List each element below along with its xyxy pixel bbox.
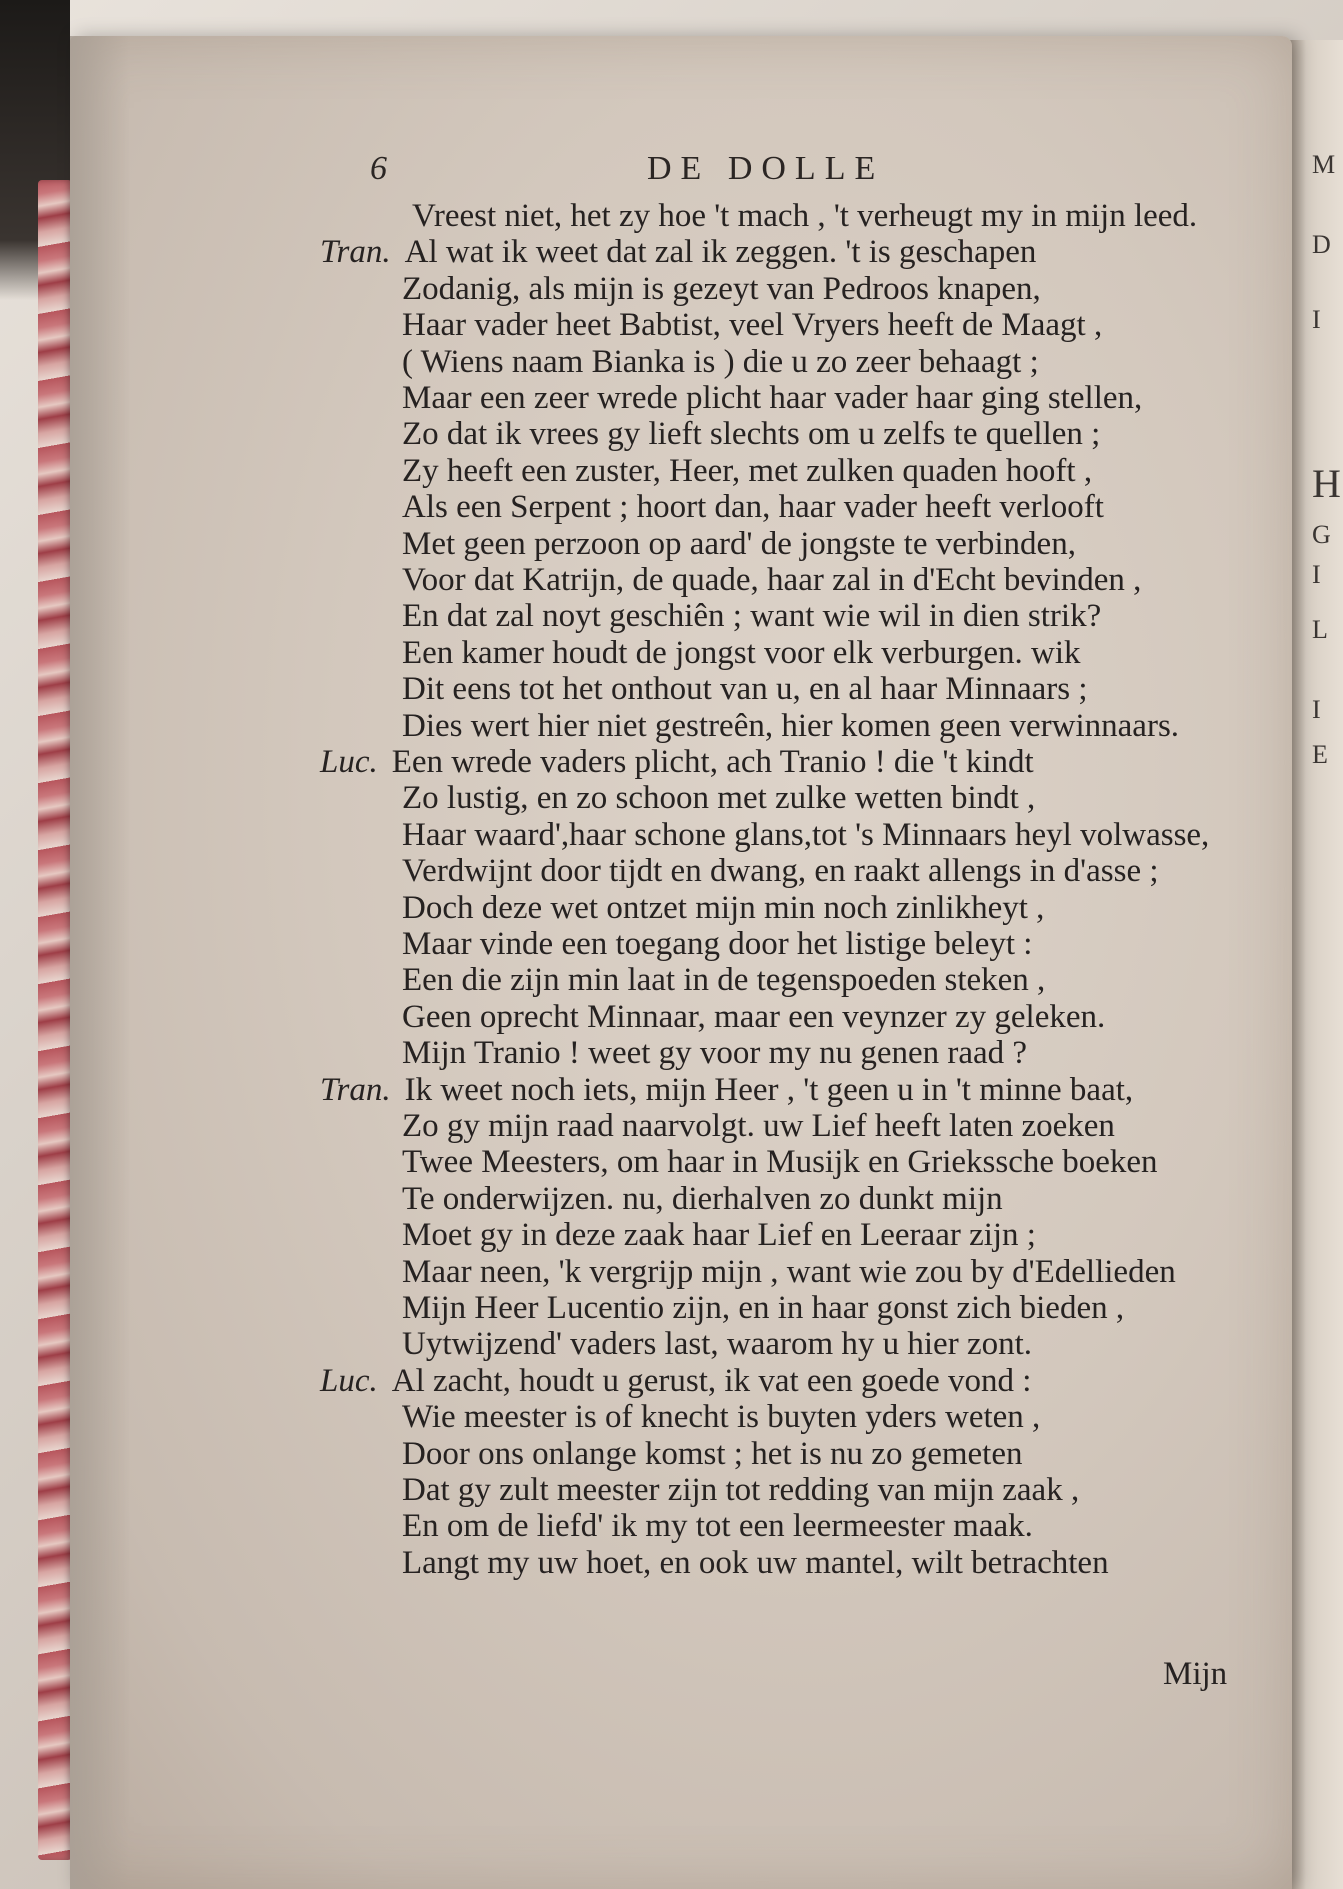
line-text: Haar waard',haar schone glans,tot 's Minnaars heyl volwasse,: [402, 816, 1210, 853]
line-text: Haar vader heet Babtist, veel Vryers heeft de Maagt ,: [402, 307, 1103, 344]
verse-line: [402, 487, 1104, 527]
verse-line: [402, 997, 1105, 1037]
verse-line: [402, 1106, 1115, 1146]
verse-line: [402, 960, 1045, 1000]
line-text: Al wat ik weet dat zal ik zeggen. 't is geschapen: [404, 234, 1037, 271]
line-text: Zo gy mijn raad naarvolgt. uw Lief heeft laten zoeken: [402, 1108, 1115, 1144]
verse-line: [402, 451, 1092, 491]
line-text: Al zacht, houdt u gerust, ik vat een goede vond :: [391, 1362, 1032, 1399]
verse-line: [402, 1324, 1032, 1364]
verse-line: [402, 815, 1209, 855]
verse-line: [320, 1361, 1031, 1401]
adjacent-page-fragment: I: [1312, 560, 1321, 589]
speaker-label: Luc.: [320, 744, 378, 780]
verse-line: [402, 269, 1041, 309]
verse-line: [402, 706, 1179, 746]
line-text: Als een Serpent ; hoort dan, haar vader heeft verlooft: [402, 489, 1104, 526]
line-text: Dit eens tot het onthout van u, en al haar Minnaars ;: [402, 671, 1088, 708]
adjacent-page-fragment: E: [1312, 740, 1328, 769]
verse-line: [412, 196, 1197, 236]
verse-line: [402, 633, 1080, 673]
line-text: Zodanig, als mijn is gezeyt van Pedroos knapen,: [402, 270, 1041, 307]
verse-line: [402, 888, 1044, 928]
line-text: Zy heeft een zuster, Heer, met zulken quaden hooft ,: [402, 452, 1093, 489]
line-text: Langt my uw hoet, en ook uw mantel, wilt betrachten: [402, 1544, 1109, 1581]
adjacent-page-fragment: L: [1312, 615, 1328, 644]
verse-line: [402, 669, 1088, 709]
adjacent-page-fragment: I: [1312, 305, 1321, 334]
line-text: Maar neen, 'k vergrijp mijn , want wie zou by d'Edellieden: [402, 1253, 1176, 1290]
line-text: Vreest niet, het zy hoe 't mach , 't verheugt my in mijn leed.: [412, 198, 1198, 234]
line-text: Maar een zeer wrede plicht haar vader haar ging stellen,: [402, 380, 1143, 416]
line-text: Te onderwijzen. nu, dierhalven zo dunkt mijn: [402, 1180, 1003, 1217]
verse-line: [402, 414, 1100, 454]
verse-line: [402, 342, 1039, 382]
line-text: Mijn Heer Lucentio zijn, en in haar gonst zich bieden ,: [402, 1290, 1125, 1326]
line-text: Moet gy in deze zaak haar Lief en Leeraar zijn ;: [402, 1217, 1036, 1254]
line-text: Mijn Tranio ! weet gy voor my nu genen raad ?: [402, 1035, 1028, 1072]
verse-line: [320, 232, 1036, 272]
line-text: Zo dat ik vrees gy lieft slechts om u zelfs te quellen ;: [402, 416, 1101, 453]
line-text: Wie meester is of knecht is buyten yders weten ,: [402, 1399, 1041, 1436]
adjacent-page-fragment: M: [1312, 150, 1336, 179]
adjacent-page-fragment: H: [1312, 461, 1341, 506]
speaker-label: Tran.: [320, 234, 391, 271]
verse-line: [402, 596, 1101, 636]
line-text: Ik weet noch iets, mijn Heer , 't geen u in 't minne baat,: [404, 1071, 1134, 1108]
line-text: Een wrede vaders plicht, ach Tranio ! die 't kindt: [391, 744, 1034, 780]
verse-line: [402, 924, 1032, 964]
verse-line: [402, 1033, 1027, 1073]
verse-line: [402, 1434, 1022, 1474]
line-text: Een kamer houdt de jongst voor elk verburgen. wik: [402, 634, 1081, 671]
verse-line: [320, 1070, 1133, 1110]
speaker-label: Tran.: [320, 1071, 391, 1108]
line-text: Geen oprecht Minnaar, maar een veynzer zy geleken.: [402, 998, 1106, 1035]
adjacent-page-edge: [1290, 40, 1343, 1889]
line-text: ( Wiens naam Bianka is ) die u zo zeer behaagt ;: [402, 343, 1039, 380]
line-text: En dat zal noyt geschiên ; want wie wil in dien strik?: [402, 598, 1102, 635]
line-text: Dat gy zult meester zijn tot redding van mijn zaak ,: [402, 1472, 1080, 1508]
verse-line: [402, 1252, 1176, 1292]
verse-line: [402, 1543, 1109, 1583]
verse-line: [402, 1215, 1036, 1255]
line-text: Maar vinde een toegang door het listige beleyt :: [402, 926, 1033, 962]
verse-line: [402, 1288, 1124, 1328]
verse-line: [402, 1142, 1158, 1182]
line-text: Uytwijzend' vaders last, waarom hy u hier zont.: [402, 1326, 1033, 1363]
verse-line: [402, 524, 1076, 564]
line-text: Dies wert hier niet gestreên, hier komen geen verwinnaars.: [402, 707, 1180, 744]
verse-line: [402, 778, 1035, 818]
line-text: Door ons onlange komst ; het is nu zo gemeten: [402, 1435, 1023, 1472]
catchword: Mijn: [1163, 1656, 1228, 1692]
line-text: Voor dat Katrijn, de quade, haar zal in d'Echt bevinden ,: [402, 562, 1142, 598]
verse-line: [402, 1506, 1033, 1546]
verse-line: [402, 1179, 1003, 1219]
speaker-label: Luc.: [320, 1362, 378, 1399]
verse-line: [402, 851, 1159, 891]
adjacent-page-fragment: I: [1312, 695, 1321, 724]
line-text: Doch deze wet ontzet mijn min noch zinlikheyt ,: [402, 889, 1045, 926]
line-text: Twee Meesters, om haar in Musijk en Griekssche boeken: [402, 1144, 1158, 1181]
line-text: En om de liefd' ik my tot een leermeester maak.: [402, 1508, 1033, 1545]
verse-line: [402, 305, 1102, 345]
running-title: DE DOLLE: [647, 150, 885, 187]
verse-line: [402, 378, 1142, 418]
verse-line: [402, 1470, 1079, 1510]
verse-line: [320, 742, 1034, 782]
line-text: Met geen perzoon op aard' de jongste te verbinden,: [402, 525, 1076, 562]
verse-line: [402, 1397, 1040, 1437]
line-text: Een die zijn min laat in de tegenspoeden steken ,: [402, 962, 1046, 999]
page-number: 6: [370, 150, 387, 187]
adjacent-page-fragment: G: [1312, 520, 1331, 549]
line-text: Verdwijnt door tijdt en dwang, en raakt allengs in d'asse ;: [402, 853, 1159, 890]
verse-line: [402, 560, 1141, 600]
line-text: Zo lustig, en zo schoon met zulke wetten bindt ,: [402, 780, 1036, 817]
adjacent-page-fragment: D: [1312, 230, 1331, 259]
